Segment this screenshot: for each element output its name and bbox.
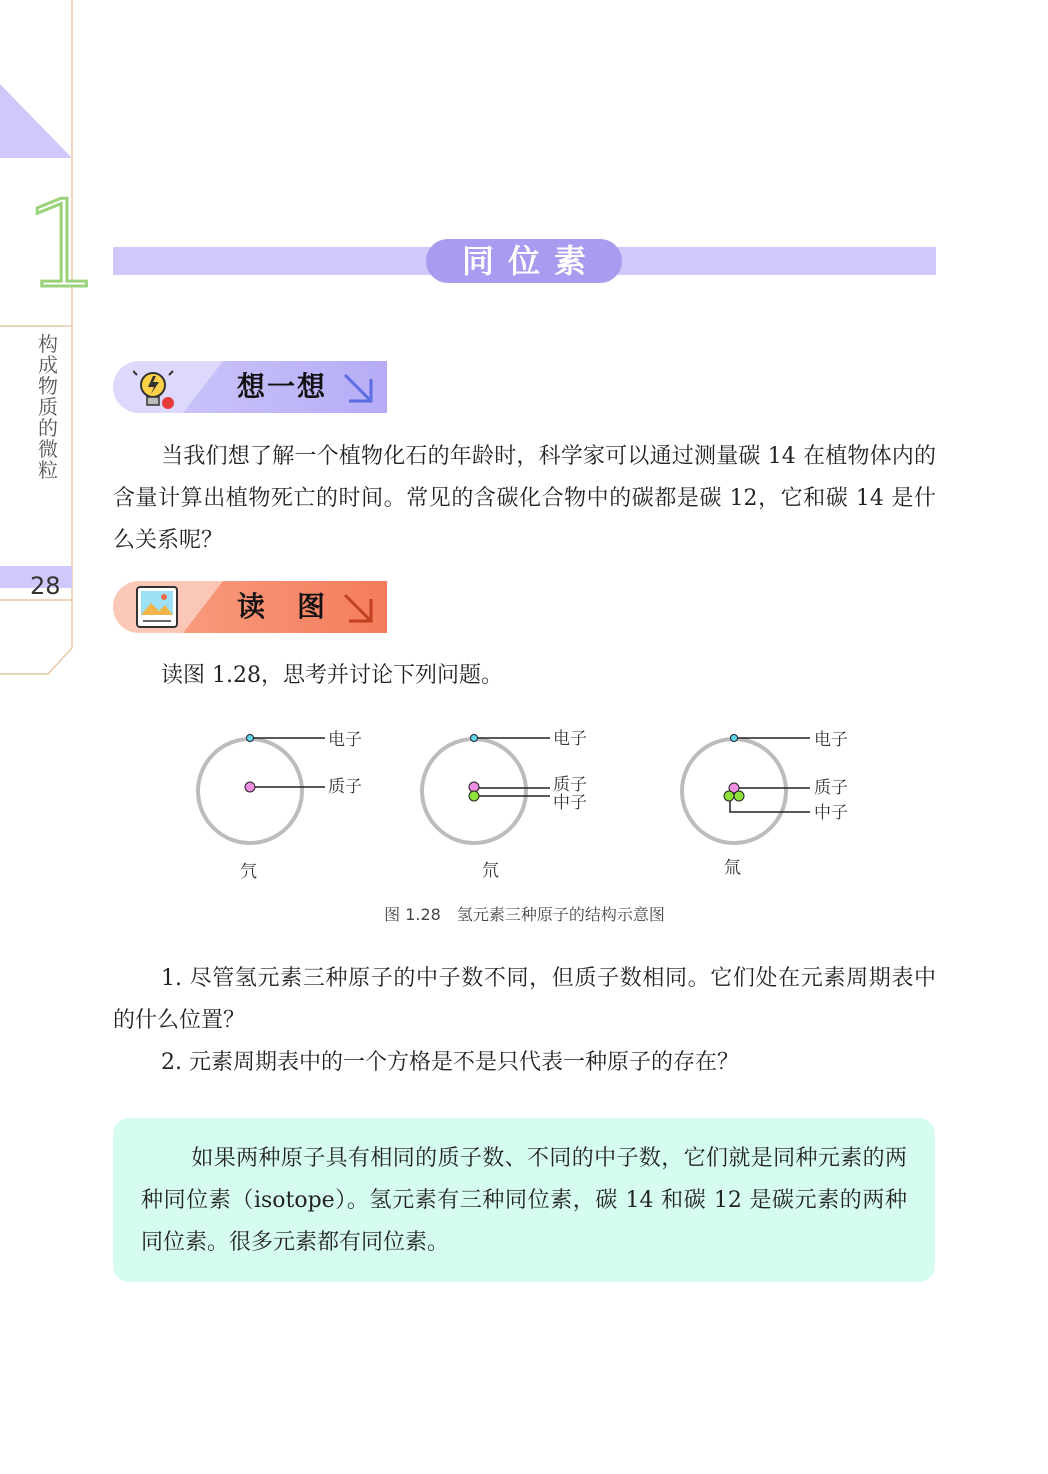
atom-name: 氕 [240,862,257,882]
label-electron: 电子 [328,730,362,750]
figure-caption: 图 1.28 氢元素三种原子的结构示意图 [384,905,665,924]
definition-note-text: 如果两种原子具有相同的质子数、不同的中子数，它们就是同种元素的两种同位素（isotope）。氢元素有三种同位素，碳 14 和碳 12 是碳元素的两种同位素。很多元素都有同位素。 [141,1146,907,1255]
neutron [469,791,479,801]
proton [245,782,255,792]
page-number: 28 [30,572,61,600]
question-2-text: 2. 元素周期表中的一个方格是不是只代表一种原子的存在？ [161,1050,739,1075]
label-neutron: 中子 [814,803,848,823]
question-1 [113,958,936,1042]
atom-protium [198,730,362,882]
atom-tritium [682,730,848,878]
neutron [724,791,734,801]
label-electron: 电子 [553,729,587,749]
definition-note-box [113,1118,935,1282]
read-figure-label: 读 图 [237,590,328,623]
hydrogen-isotopes-figure [180,718,880,888]
definition-note [141,1138,907,1264]
chapter-sidebar [0,0,101,680]
think-paragraph-text: 当我们想了解一个植物化石的年龄时，科学家可以通过测量碳 14 在植物体内的含量计算出植物死亡的时间。常见的含碳化合物中的碳都是碳 12，它和碳 14 是什么关系呢？ [113,444,936,553]
question-1-text: 1. 尽管氢元素三种原子的中子数不同，但质子数相同。它们处在元素周期表中的什么位置？ [113,966,936,1033]
label-proton: 质子 [328,777,362,797]
label-neutron: 中子 [553,793,587,813]
question-2 [113,1042,936,1084]
neutron [734,791,744,801]
think-paragraph [113,436,936,562]
chapter-number: 1 [24,176,101,315]
label-electron: 电子 [814,730,848,750]
label-proton: 质子 [814,778,848,798]
atom-name: 氚 [724,858,741,878]
section-title: 同位素 [426,239,622,283]
electron [471,735,478,742]
picture-icon [135,585,179,629]
read-intro [113,655,936,697]
atom-deuterium [422,729,587,881]
label-proton: 质子 [553,775,587,795]
electron [731,735,738,742]
think-tag [113,361,387,413]
read-figure-tag [113,581,387,633]
electron [247,735,254,742]
lightbulb-icon [133,361,193,413]
atom-name: 氘 [482,861,499,881]
chapter-title: 构成物质的微粒 [38,332,58,482]
think-label: 想一想 [237,370,328,403]
read-intro-text: 读图 1.28，思考并讨论下列问题。 [161,663,503,688]
